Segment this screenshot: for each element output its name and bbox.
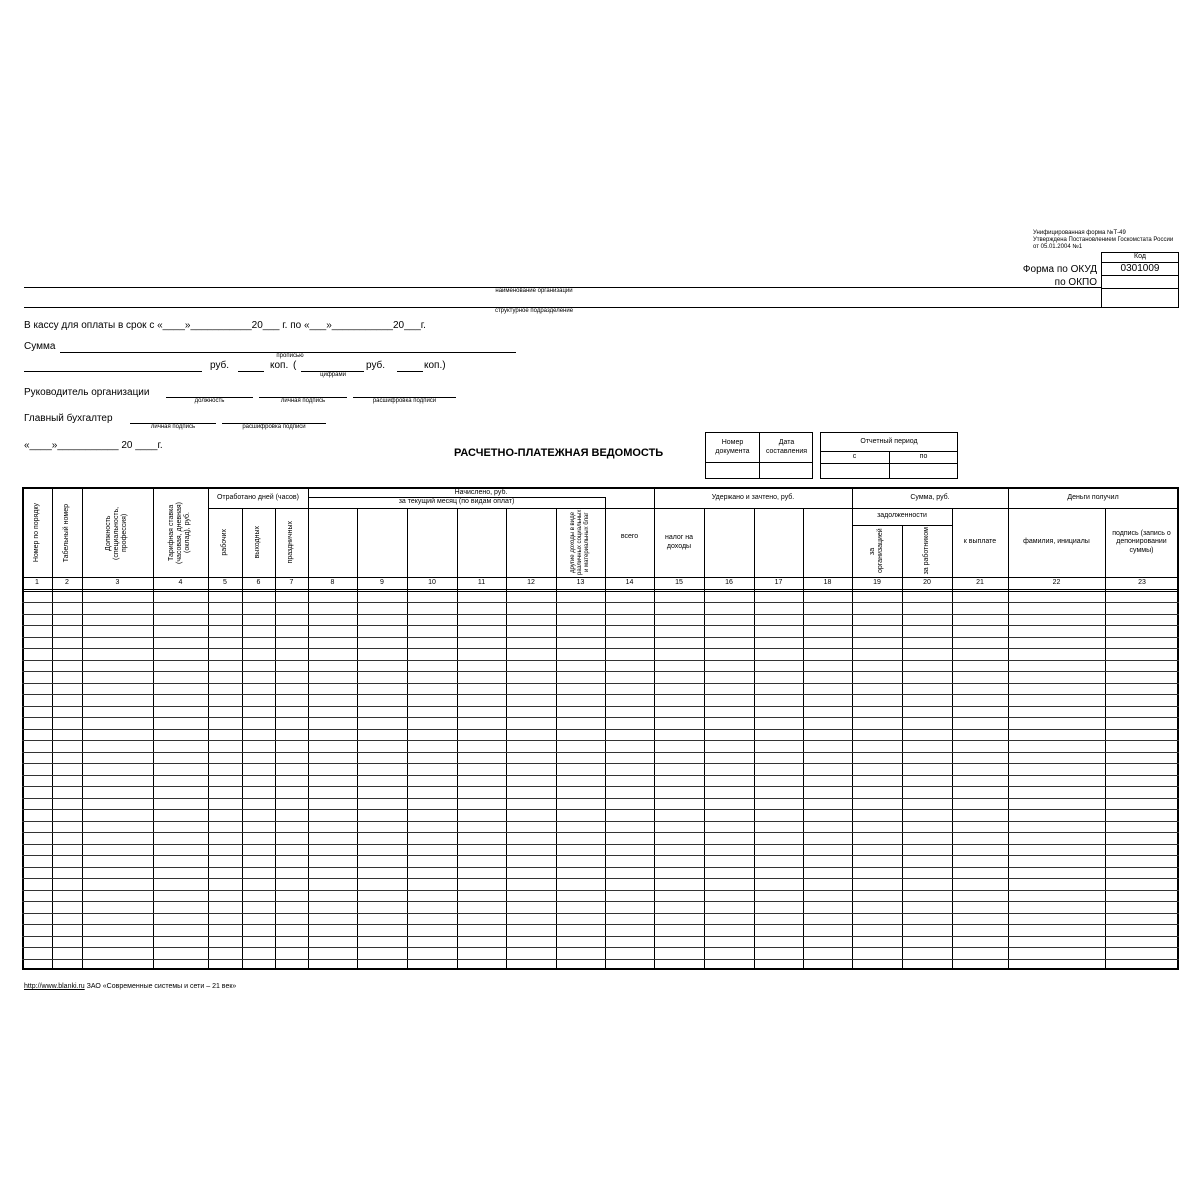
column-number: 9 (380, 578, 384, 586)
header-position: Должность (специальность, профессия) (105, 506, 129, 560)
column-number: 11 (477, 578, 486, 586)
header-holiday: праздничных (287, 521, 295, 564)
doc-date-label: Дата составления (765, 439, 808, 455)
column-number: 4 (178, 578, 183, 586)
table-row (22, 936, 1179, 937)
kop-label: коп. (270, 360, 289, 371)
header-debt-employee: за работником (922, 527, 930, 575)
column-number: 10 (428, 578, 436, 586)
table-row (22, 786, 1179, 787)
header-full-name: фамилия, инициалы (1023, 538, 1090, 546)
table-row (22, 671, 1179, 672)
table-row (22, 901, 1179, 902)
kop-label-2: коп.) (424, 360, 446, 371)
column-number: 7 (289, 578, 294, 586)
table-row (22, 717, 1179, 718)
column-number: 21 (976, 578, 984, 586)
table-row (22, 878, 1179, 879)
footer-company: ЗАО «Современные системы и сети – 21 век» (84, 983, 237, 990)
table-row (22, 602, 1179, 603)
header-withheld: Удержано и зачтено, руб. (711, 494, 795, 502)
column-number: 23 (1138, 578, 1146, 586)
header-rate: Тарифная ставка (часовая, дневная) (оклад), руб. (168, 502, 192, 564)
table-row (22, 890, 1179, 891)
page-title: РАСЧЕТНО-ПЛАТЕЖНАЯ ВЕДОМОСТЬ (454, 447, 664, 459)
header-debt-org: за организацией (868, 528, 884, 574)
table-row (22, 706, 1179, 707)
column-number: 5 (223, 578, 227, 586)
period-label: Отчетный период (860, 437, 918, 445)
sum-label: Сумма (24, 341, 56, 352)
footer-link[interactable]: http://www.blanki.ru (24, 983, 85, 990)
header-debt: задолженности (877, 512, 927, 520)
table-row (22, 660, 1179, 661)
table-row (22, 694, 1179, 695)
column-number: 15 (675, 578, 683, 586)
org-caption: наименование организации (495, 288, 573, 294)
okpo-label: по ОКПО (1054, 277, 1097, 288)
okud-label: Форма по ОКУД (1022, 264, 1097, 275)
column-number: 17 (774, 578, 783, 586)
table-row (22, 867, 1179, 868)
table-row (22, 947, 1179, 948)
head-label: Руководитель организации (24, 387, 150, 398)
column-number: 3 (115, 578, 120, 586)
header-income-tax: налог на доходы (664, 534, 694, 550)
column-number: 6 (256, 578, 261, 586)
table-row (22, 798, 1179, 799)
digits-caption: цифрами (320, 372, 346, 378)
table-row (22, 913, 1179, 914)
header-signature: подпись (запись о депонировании суммы) (1112, 530, 1171, 554)
table-row (22, 844, 1179, 845)
table-row (22, 648, 1179, 649)
signature-caption-2: личная подпись (150, 424, 196, 430)
header-weekend: выходных (254, 526, 262, 559)
paren-open: ( (293, 360, 297, 371)
header-sum: Сумма, руб. (910, 494, 950, 502)
column-number: 18 (823, 578, 832, 586)
decode-caption: расшифровка подписи (372, 398, 437, 404)
table-row (22, 740, 1179, 741)
table-row (22, 959, 1179, 960)
column-number: 19 (873, 578, 881, 586)
decode-caption-2: расшифровка подписи (242, 424, 306, 430)
header-accrued: Начислено, руб. (454, 488, 508, 496)
header-work-days: рабочих (220, 529, 228, 556)
form-note: Унифицированная форма №Т-49 Утверждена Постановлением Госкомстата России от 05.01.2004 №1 (1033, 230, 1174, 250)
header-to-pay: к выплате (963, 538, 997, 546)
period-from-label: с (852, 453, 857, 461)
header-tab-number: Табельный номер (62, 503, 70, 563)
date-line: «____»___________ 20 ____г. (24, 440, 163, 451)
position-caption: должность (194, 398, 225, 404)
column-number: 12 (527, 578, 535, 586)
table-row (22, 729, 1179, 730)
header-order: Номер по порядку (33, 503, 41, 563)
code-label: Код (1134, 253, 1146, 260)
column-number: 20 (923, 578, 931, 586)
words-caption: прописью (276, 353, 304, 359)
table-row (22, 625, 1179, 626)
table-row (22, 832, 1179, 833)
okud-value: 0301009 (1120, 263, 1160, 274)
header-total: всего (620, 532, 639, 540)
header-current-month: за текущий месяц (по видам оплат) (398, 498, 515, 506)
table-row (22, 821, 1179, 822)
header-other-income: другие доходы в виде различных социальных и материальных благ (570, 509, 590, 576)
column-number: 2 (65, 578, 69, 586)
table-row (22, 752, 1179, 753)
column-number: 13 (576, 578, 585, 586)
column-number: 1 (35, 578, 39, 586)
table-row (22, 637, 1179, 638)
table-row (22, 614, 1179, 615)
cash-line: В кассу для оплаты в срок с «____»___________20___ г. по «___»___________20___г. (24, 320, 426, 331)
rub-label: руб. (210, 360, 230, 371)
period-to-label: по (919, 453, 928, 461)
table-row (22, 809, 1179, 810)
doc-number-label: Номер документа (715, 439, 750, 455)
table-row (22, 924, 1179, 925)
column-number: 22 (1052, 578, 1061, 586)
rub-label-2: руб. (366, 360, 386, 371)
column-number: 8 (330, 578, 335, 586)
column-number: 16 (725, 578, 733, 586)
dept-caption: структурное подразделение (494, 308, 574, 314)
signature-caption: личная подпись (280, 398, 326, 404)
column-number: 14 (625, 578, 634, 586)
header-worked: Отработано дней (часов) (216, 494, 299, 502)
footer (24, 983, 236, 990)
table-row (22, 775, 1179, 776)
accountant-label: Главный бухгалтер (24, 413, 113, 424)
header-money-received: Деньги получил (1067, 494, 1119, 502)
table-row (22, 763, 1179, 764)
table-row (22, 855, 1179, 856)
table-row (22, 683, 1179, 684)
